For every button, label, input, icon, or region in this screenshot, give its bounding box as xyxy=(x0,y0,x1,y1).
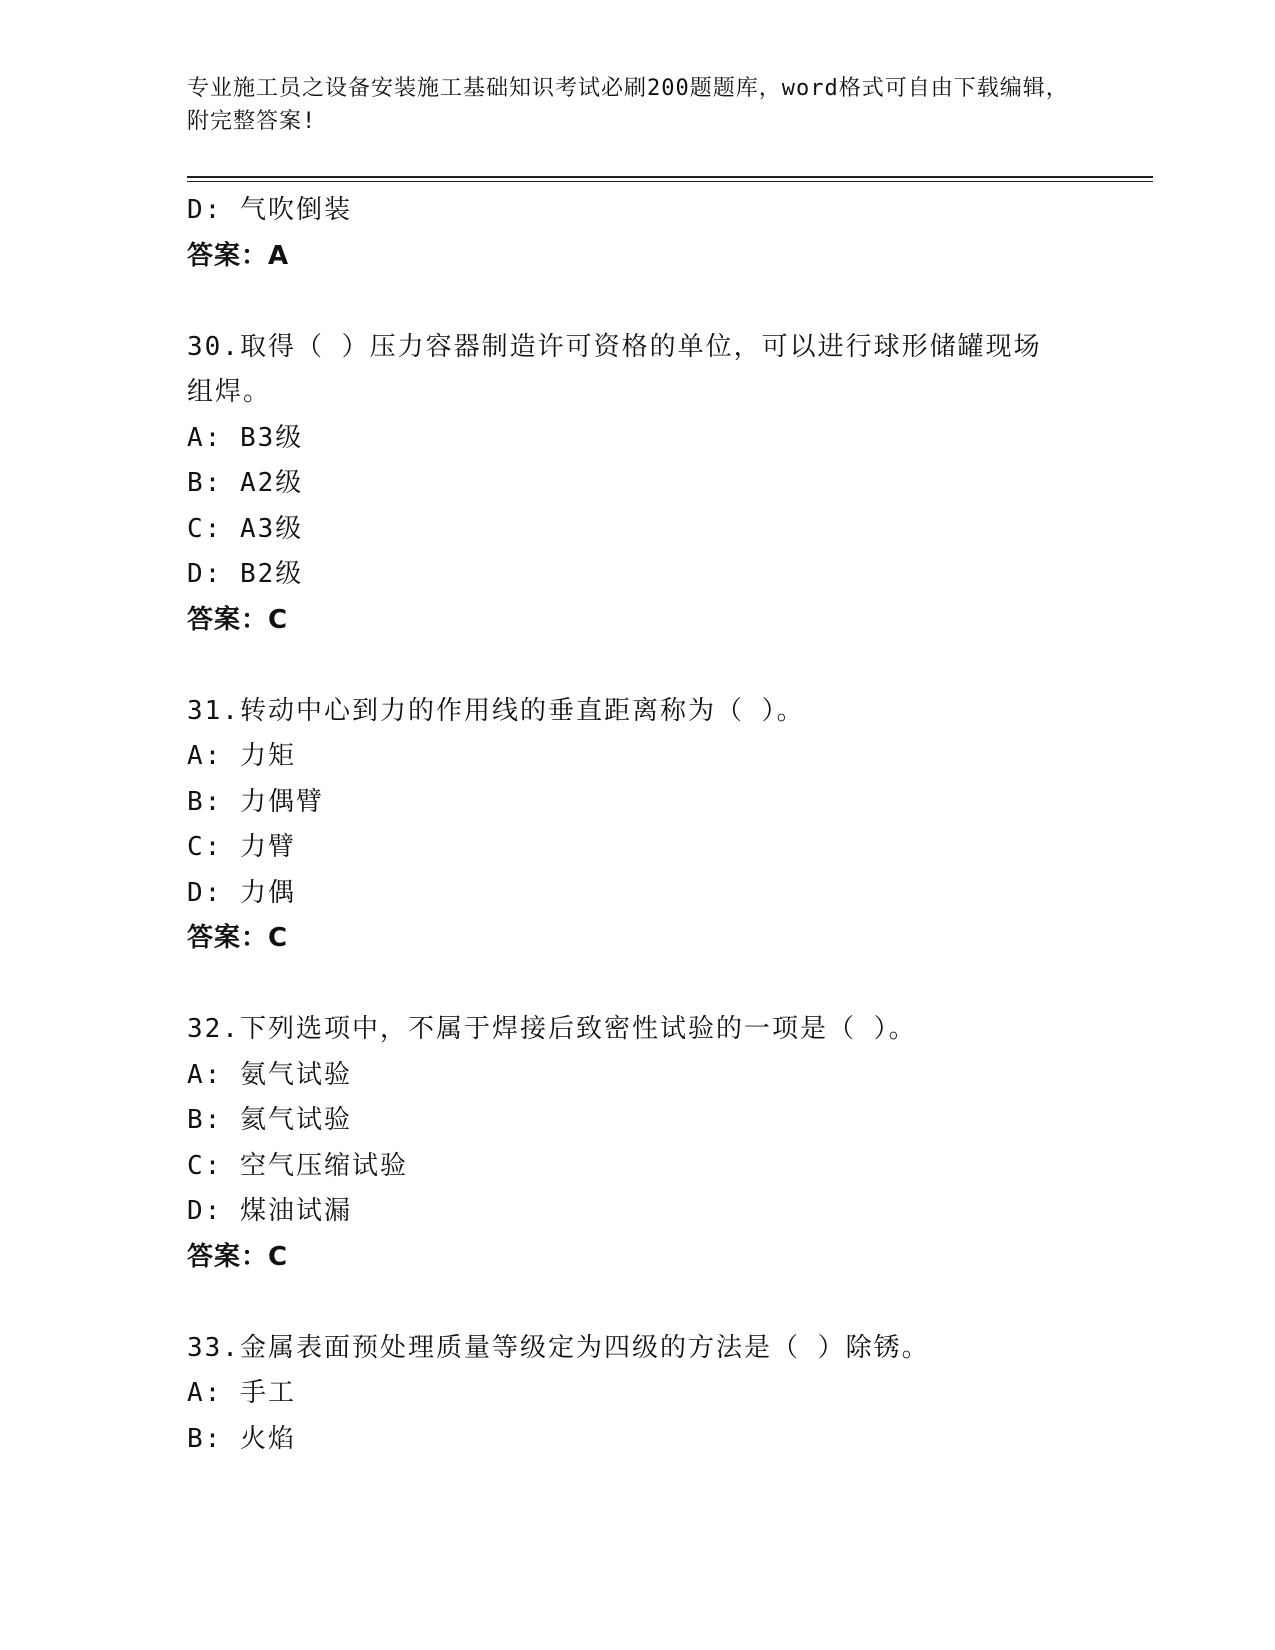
question-32 xyxy=(187,1007,1067,1280)
question-list xyxy=(187,188,1067,1462)
question-31 xyxy=(187,689,1067,962)
answer-line: 答案：A xyxy=(187,240,290,271)
option-a: A: 氨气试验 xyxy=(187,1059,352,1090)
option-a: A: 手工 xyxy=(187,1378,296,1408)
page-header: 专业施工员之设备安装施工基础知识考试必刷200题题库，word格式可自由下载编辑，附完整答案! xyxy=(187,76,1069,134)
option-b: B: 火焰 xyxy=(187,1423,296,1454)
option-c: C: 空气压缩试验 xyxy=(187,1150,408,1181)
question-stem: 32.下列选项中，不属于焊接后致密性试验的一项是（ ）。 xyxy=(187,1014,917,1044)
answer-line: 答案：C xyxy=(187,923,289,953)
previous-question-fragment xyxy=(187,188,1067,279)
answer-line: 答案：C xyxy=(187,604,289,635)
option-b: B: A2级 xyxy=(187,468,304,498)
option-d: D: 气吹倒装 xyxy=(187,195,352,225)
option-a: A: B3级 xyxy=(187,422,304,453)
question-stem: 31.转动中心到力的作用线的垂直距离称为（ ）。 xyxy=(187,695,805,726)
spacer xyxy=(187,962,1067,1008)
question-33 xyxy=(187,1326,1067,1463)
option-d: D: 力偶 xyxy=(187,877,296,908)
option-d: D: B2级 xyxy=(187,559,304,589)
question-stem: 33.金属表面预处理质量等级定为四级的方法是（ ）除锈。 xyxy=(187,1332,930,1363)
option-b: B: 氦气试验 xyxy=(187,1105,352,1135)
header-divider xyxy=(187,176,1153,178)
question-stem: 30.取得（ ）压力容器制造许可资格的单位，可以进行球形储罐现场组焊。 xyxy=(187,331,1042,407)
header-divider-thin xyxy=(187,181,1153,182)
option-a: A: 力矩 xyxy=(187,741,296,771)
option-c: C: A3级 xyxy=(187,513,304,544)
answer-line: 答案：C xyxy=(187,1241,289,1272)
spacer xyxy=(187,1280,1067,1326)
spacer xyxy=(187,279,1067,325)
spacer xyxy=(187,643,1067,689)
option-c: C: 力臂 xyxy=(187,832,296,862)
option-b: B: 力偶臂 xyxy=(187,786,324,817)
option-d: D: 煤油试漏 xyxy=(187,1196,352,1226)
question-30 xyxy=(187,325,1067,644)
